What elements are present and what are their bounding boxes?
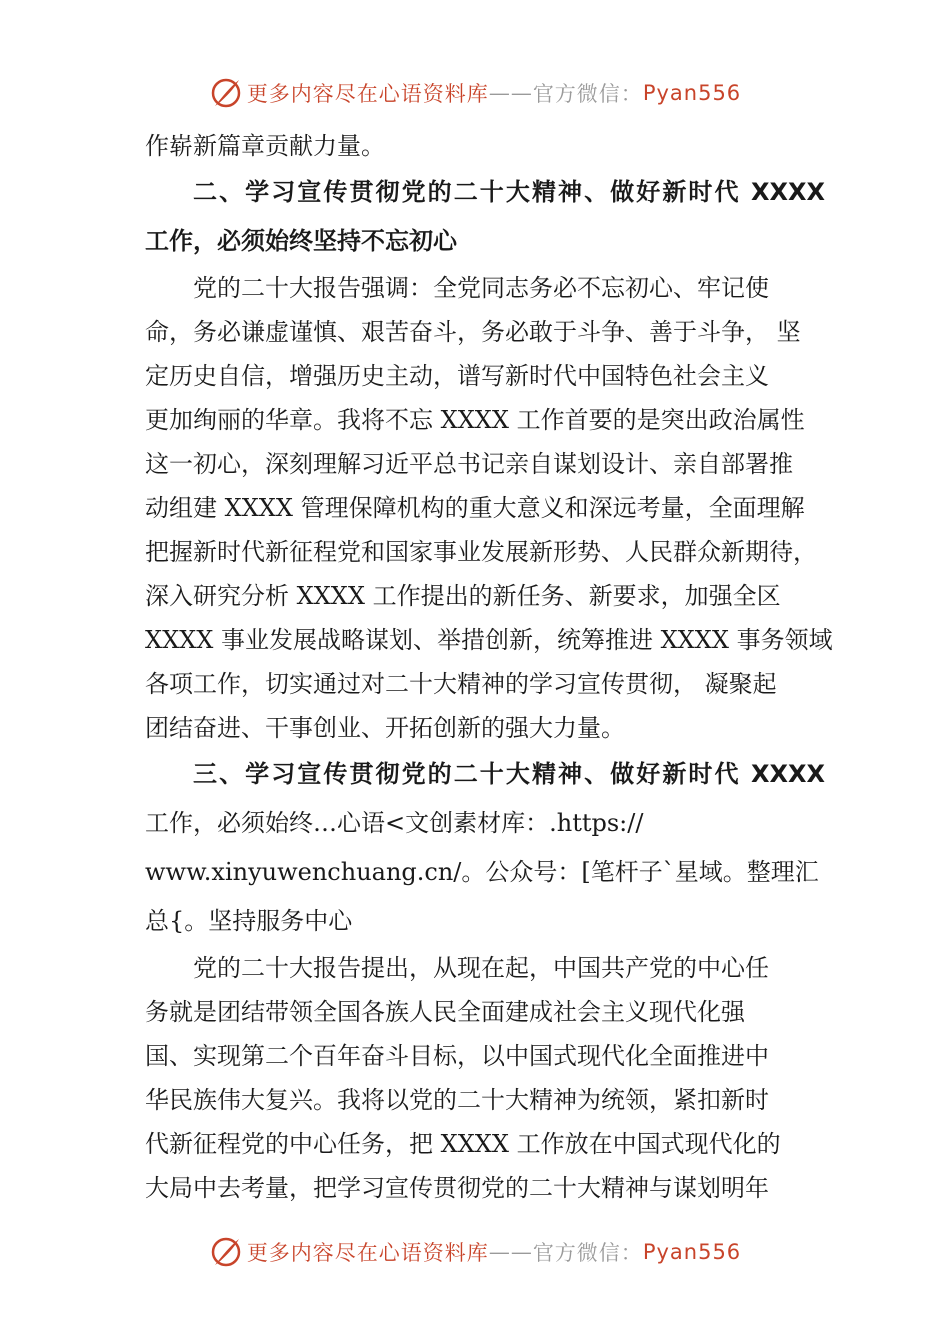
watermark-wechat-id: Pyan556: [642, 81, 742, 105]
text-line: XXXX 事业发展战略谋划、举措创新，统筹推进 XXXX 事务领域: [145, 626, 833, 654]
text-line: 这一初心，深刻理解习近平总书记亲自谋划设计、亲自部署推: [145, 450, 793, 478]
text-line: 代新征程党的中心任务，把 XXXX 工作放在中国式现代化的: [145, 1130, 781, 1158]
text-line: 工作，必须始终…心语<文创素材库：.https://: [145, 809, 644, 837]
watermark-wechat-label: 官方微信：: [532, 1241, 643, 1265]
text-line: 深入研究分析 XXXX 工作提出的新任务、新要求，加强全区: [145, 582, 781, 610]
watermark-text: 更多内容尽在心语资料库: [246, 1241, 489, 1265]
text-line: 团结奋进、干事创业、开拓创新的强大力量。: [145, 714, 625, 742]
watermark-header: [0, 73, 950, 113]
watermark-wechat-label: 官方微信：: [532, 82, 643, 106]
text-line: 华民族伟大复兴。我将以党的二十大精神为统领，紧扣新时: [145, 1086, 769, 1114]
text-line: 总{。坚持服务中心: [145, 907, 353, 935]
watermark-text: 更多内容尽在心语资料库: [246, 82, 489, 106]
watermark-dash: ——: [488, 81, 533, 105]
text-line: 作崭新篇章贡献力量。: [145, 132, 385, 160]
section-heading-2: 二、学习宣传贯彻党的二十大精神、做好新时代 XXXX: [193, 178, 825, 206]
text-line: 把握新时代新征程党和国家事业发展新形势、人民群众新期待，: [145, 538, 817, 566]
text-line: 大局中去考量，把学习宣传贯彻党的二十大精神与谋划明年: [145, 1174, 769, 1202]
watermark-wechat-id: Pyan556: [642, 1240, 742, 1264]
feather-logo-icon: [209, 76, 243, 110]
text-line: 各项工作，切实通过对二十大精神的学习宣传贯彻， 凝聚起: [145, 670, 777, 698]
watermark-dash: ——: [488, 1240, 533, 1264]
text-line: 国、实现第二个百年奋斗目标，以中国式现代化全面推进中: [145, 1042, 769, 1070]
text-line: 党的二十大报告提出，从现在起，中国共产党的中心任: [193, 954, 769, 982]
section-heading-2-cont: 工作，必须始终坚持不忘初心: [145, 227, 457, 255]
document-body: [145, 124, 833, 1210]
section-heading-3: 三、学习宣传贯彻党的二十大精神、做好新时代 XXXX: [193, 760, 825, 788]
feather-logo-icon: [209, 1235, 243, 1269]
text-line: www.xinyuwenchuang.cn/。公众号：[笔杆子`星域。整理汇: [145, 858, 819, 886]
watermark-footer: [0, 1232, 950, 1272]
text-line: 党的二十大报告强调：全党同志务必不忘初心、牢记使: [193, 274, 769, 302]
text-line: 更加绚丽的华章。我将不忘 XXXX 工作首要的是突出政治属性: [145, 406, 805, 434]
text-line: 务就是团结带领全国各族人民全面建成社会主义现代化强: [145, 998, 745, 1026]
text-line: 命，务必谦虚谨慎、艰苦奋斗，务必敢于斗争、善于斗争， 坚: [145, 318, 801, 346]
text-line: 定历史自信，增强历史主动，谱写新时代中国特色社会主义: [145, 362, 769, 390]
text-line: 动组建 XXXX 管理保障机构的重大意义和深远考量，全面理解: [145, 494, 805, 522]
